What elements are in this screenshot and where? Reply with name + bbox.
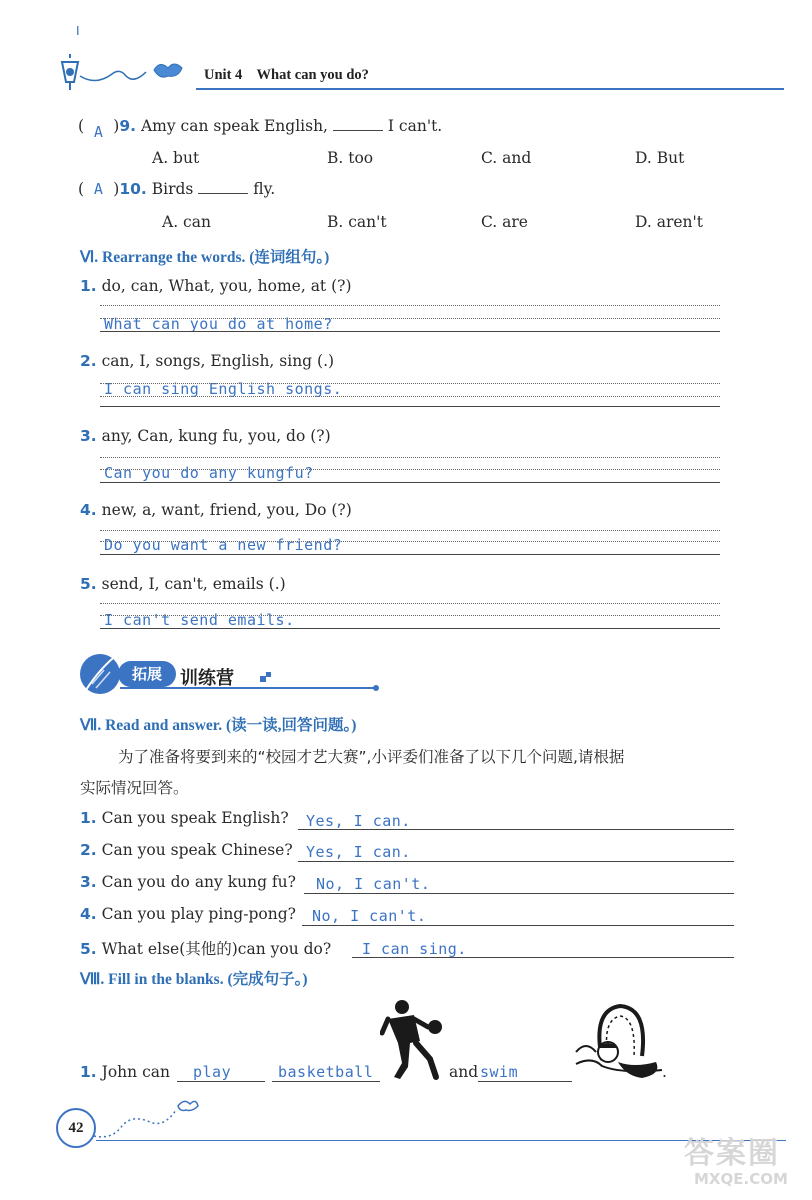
option: C. are [481, 213, 528, 231]
read-answer-1[interactable]: Yes, I can. [306, 812, 411, 830]
fill-blank-item-1: 1. John can [80, 1063, 170, 1081]
rearrange-answer-3[interactable]: Can you do any kungfu? [104, 464, 314, 482]
fill-blank-1[interactable]: play [193, 1063, 232, 1081]
option: D. But [635, 149, 685, 167]
read-answer-5[interactable]: I can sing. [362, 940, 467, 958]
watermark: 答案圈 [684, 1136, 780, 1171]
read-question-3: 3. Can you do any kung fu? [80, 873, 296, 891]
read-question-1: 1. Can you speak English? [80, 809, 289, 827]
read-answer-2[interactable]: Yes, I can. [306, 843, 411, 861]
read-question-2: 2. Can you speak Chinese? [80, 841, 293, 859]
unit-label: Unit 4 [204, 67, 243, 83]
banner-title: 训练营 [180, 668, 234, 689]
option: B. too [327, 149, 374, 167]
header-rule [196, 88, 784, 90]
read-answer-4[interactable]: No, I can't. [312, 907, 427, 925]
fill-blank-2[interactable]: basketball [278, 1063, 374, 1081]
rearrange-answer-5[interactable]: I can't send emails. [104, 611, 295, 629]
page-number: 42 [56, 1108, 96, 1148]
sentence-end: . [662, 1063, 667, 1081]
choice-answer: A [93, 180, 104, 198]
section-7-title: Ⅶ. Read and answer. (读一读,回答问题。) [80, 717, 357, 734]
section-8-title: Ⅷ. Fill in the blanks. (完成句子。) [80, 971, 308, 988]
banner-badge: 拓展 [118, 661, 176, 687]
rearrange-item-5: 5. send, I, can't, emails (.) [80, 575, 286, 593]
blank[interactable] [198, 193, 248, 194]
page-marker: I [76, 24, 80, 38]
section-6-title: Ⅵ. Rearrange the words. (连词组句。) [80, 249, 330, 266]
watermark-url: MXQE.COM [694, 1170, 788, 1188]
rearrange-item-4: 4. new, a, want, friend, you, Do (?) [80, 501, 352, 519]
unit-title: What can you do? [256, 67, 369, 83]
option: A. but [152, 149, 200, 167]
rearrange-item-3: 3. any, Can, kung fu, you, do (?) [80, 427, 331, 445]
choice-answer: A [93, 123, 104, 141]
read-question-5: 5. What else(其他的)can you do? [80, 940, 332, 958]
writing-line [100, 305, 720, 306]
option: B. can't [327, 213, 387, 231]
section-7-intro: 为了准备将要到来的“校园才艺大赛”,小评委们准备了以下几个问题,请根据 [118, 748, 625, 766]
rearrange-answer-1[interactable]: What can you do at home? [104, 315, 333, 333]
choice-question-9: ( A )9. Amy can speak English, I can't. [78, 117, 443, 141]
option: A. can [162, 213, 211, 231]
choice-question-10: ( A )10. Birds fly. [78, 180, 276, 198]
section-7-intro-cont: 实际情况回答。 [80, 779, 189, 797]
footer-rule [96, 1140, 786, 1141]
fill-blank-3[interactable]: swim [480, 1063, 519, 1081]
rearrange-answer-4[interactable]: Do you want a new friend? [104, 536, 343, 554]
option: C. and [481, 149, 532, 167]
fill-blank-and: and [449, 1063, 479, 1081]
rearrange-item-1: 1. do, can, What, you, home, at (?) [80, 277, 352, 295]
dotted-butterfly-icon [92, 1096, 202, 1142]
lantern-butterfly-icon [56, 52, 206, 92]
rearrange-answer-2[interactable]: I can sing English songs. [104, 380, 343, 398]
read-answer-3[interactable]: No, I can't. [316, 875, 431, 893]
read-question-4: 4. Can you play ping-pong? [80, 905, 296, 923]
rearrange-item-2: 2. can, I, songs, English, sing (.) [80, 352, 335, 370]
option: D. aren't [635, 213, 704, 231]
blank[interactable] [333, 130, 383, 131]
